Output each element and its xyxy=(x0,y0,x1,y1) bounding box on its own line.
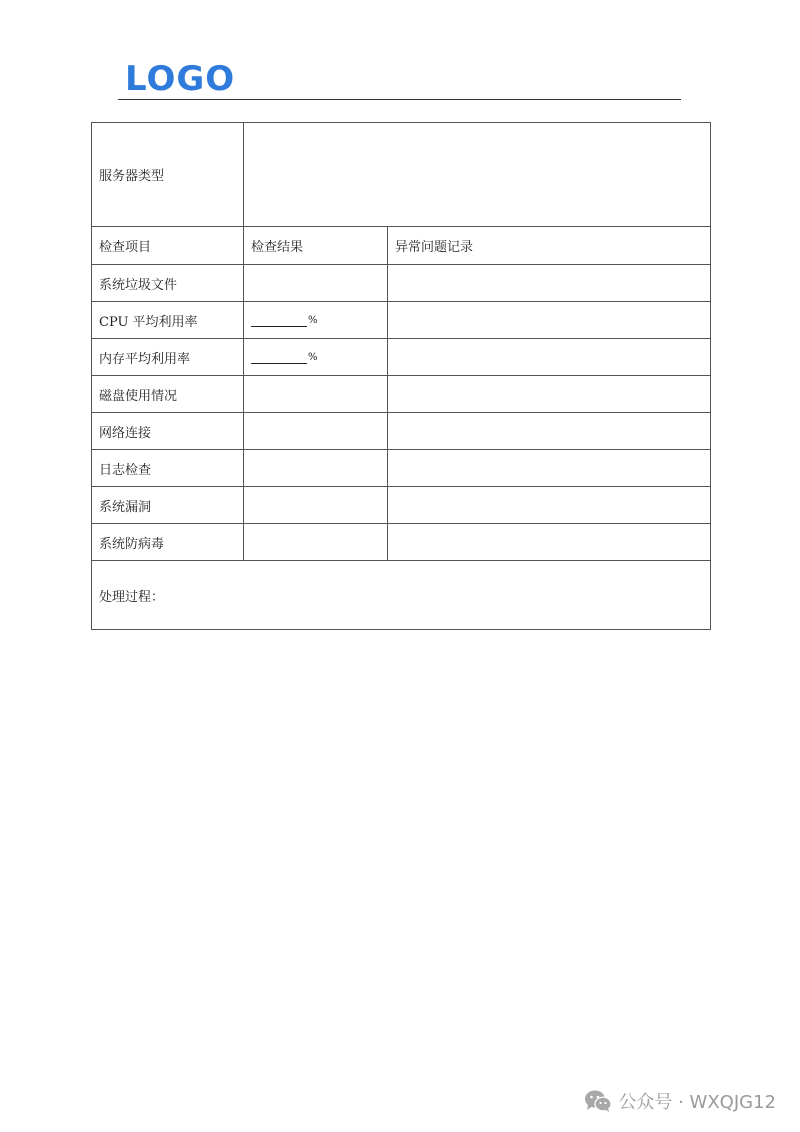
table-row xyxy=(92,339,711,376)
check-result-cell[interactable] xyxy=(244,265,388,302)
check-item-label: 内存平均利用率 xyxy=(92,339,244,376)
check-result-cell[interactable] xyxy=(244,302,388,339)
check-result-cell[interactable] xyxy=(244,376,388,413)
check-result-cell[interactable] xyxy=(244,413,388,450)
percent-sign: % xyxy=(308,314,318,326)
server-type-field[interactable] xyxy=(244,123,711,227)
watermark-text: 公众号 · WXQJG12 xyxy=(618,1092,776,1113)
table-row xyxy=(92,487,711,524)
table-header-row xyxy=(92,227,711,265)
issue-record-cell[interactable] xyxy=(388,302,711,339)
column-header-item: 检查项目 xyxy=(92,227,244,265)
issue-record-cell[interactable] xyxy=(388,487,711,524)
table-row xyxy=(92,413,711,450)
issue-record-cell[interactable] xyxy=(388,524,711,561)
server-type-row xyxy=(92,123,711,227)
server-inspection-form xyxy=(91,122,711,630)
logo: LOGO xyxy=(125,59,236,99)
check-result-cell[interactable] xyxy=(244,487,388,524)
table-row xyxy=(92,376,711,413)
check-item-label: 磁盘使用情况 xyxy=(92,376,244,413)
check-item-label: 网络连接 xyxy=(92,413,244,450)
column-header-result: 检查结果 xyxy=(244,227,388,265)
check-item-label: 系统漏洞 xyxy=(92,487,244,524)
issue-record-cell[interactable] xyxy=(388,339,711,376)
header-divider xyxy=(118,99,681,100)
table-row xyxy=(92,265,711,302)
issue-record-cell[interactable] xyxy=(388,413,711,450)
check-item-label: CPU 平均利用率 xyxy=(92,302,244,339)
table-row xyxy=(92,524,711,561)
issue-record-cell[interactable] xyxy=(388,450,711,487)
check-result-cell[interactable] xyxy=(244,339,388,376)
wechat-icon xyxy=(584,1089,612,1113)
watermark xyxy=(584,1088,776,1114)
issue-record-cell[interactable] xyxy=(388,265,711,302)
check-item-label: 系统防病毒 xyxy=(92,524,244,561)
column-header-issue: 异常问题记录 xyxy=(388,227,711,265)
check-item-label: 系统垃圾文件 xyxy=(92,265,244,302)
table-row xyxy=(92,302,711,339)
percent-sign: % xyxy=(308,351,318,363)
check-result-cell[interactable] xyxy=(244,524,388,561)
blank-fill-line[interactable] xyxy=(251,314,307,327)
issue-record-cell[interactable] xyxy=(388,376,711,413)
server-type-label: 服务器类型 xyxy=(92,123,244,227)
check-result-cell[interactable] xyxy=(244,450,388,487)
check-item-label: 日志检查 xyxy=(92,450,244,487)
blank-fill-line[interactable] xyxy=(251,351,307,364)
table-row xyxy=(92,450,711,487)
process-field[interactable]: 处理过程： xyxy=(92,561,711,630)
process-row xyxy=(92,561,711,630)
